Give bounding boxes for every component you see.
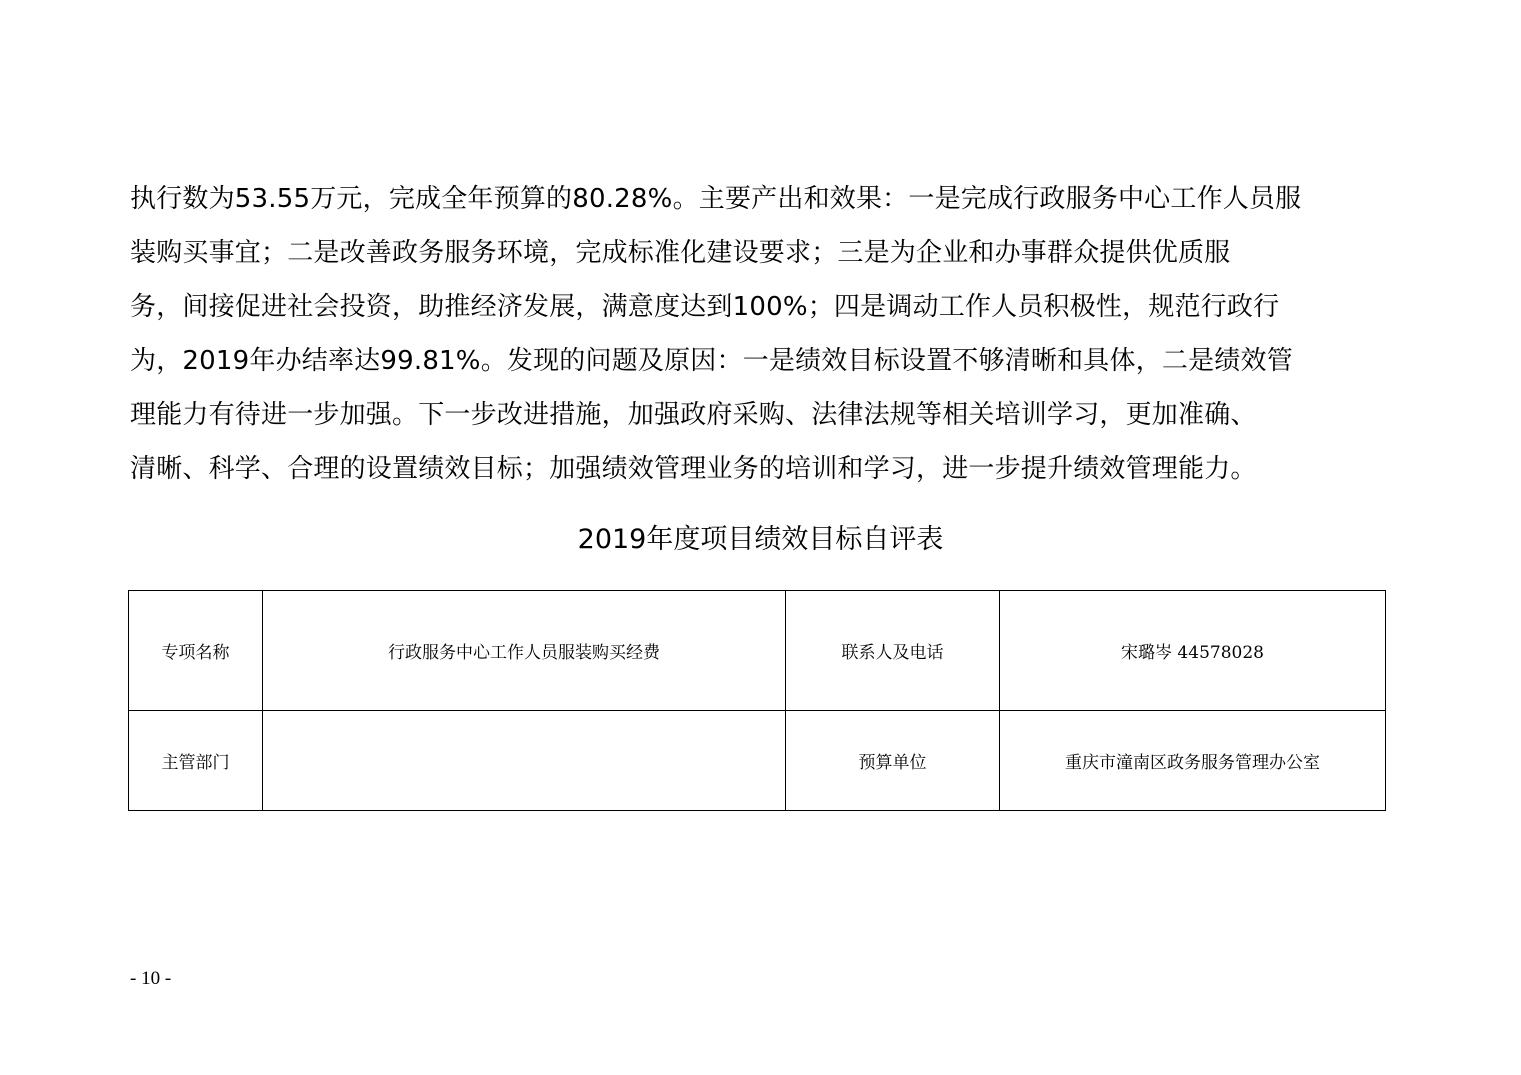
table-cell-label: 专项名称 [129,591,263,711]
table-cell-label: 预算单位 [786,711,1000,811]
table-row [129,591,1386,711]
body-paragraph [130,172,1392,496]
paragraph-line: 装购买事宜；二是改善政务服务环境，完成标准化建设要求；三是为企业和办事群众提供优质服 [130,238,1231,268]
table-title: 2019年度项目绩效目标自评表 [577,524,944,555]
table-cell-label: 联系人及电话 [786,591,1000,711]
paragraph-line: 执行数为53.55万元，完成全年预算的80.28%。主要产出和效果：一是完成行政服务中心工作人员服 [130,184,1302,214]
table-cell-value: 重庆市潼南区政务服务管理办公室 [1000,711,1386,811]
page-number: - 10 - [130,968,172,989]
paragraph-line: 理能力有待进一步加强。下一步改进措施，加强政府采购、法律法规等相关培训学习，更加准确、 [130,400,1257,430]
table-cell-label: 主管部门 [129,711,263,811]
table-row [129,711,1386,811]
paragraph-line: 为，2019年办结率达99.81%。发现的问题及原因：一是绩效目标设置不够清晰和具体，二是绩效管 [130,346,1293,376]
table-cell-value: 行政服务中心工作人员服装购买经费 [263,591,786,711]
paragraph-line: 务，间接促进社会投资，助推经济发展，满意度达到100%；四是调动工作人员积极性，规范行政行 [130,292,1280,322]
table-cell-value [263,711,786,811]
evaluation-table [128,590,1386,811]
table-cell-value: 宋璐岑 44578028 [1000,591,1386,711]
paragraph-line: 清晰、科学、合理的设置绩效目标；加强绩效管理业务的培训和学习，进一步提升绩效管理能力。 [130,454,1257,484]
